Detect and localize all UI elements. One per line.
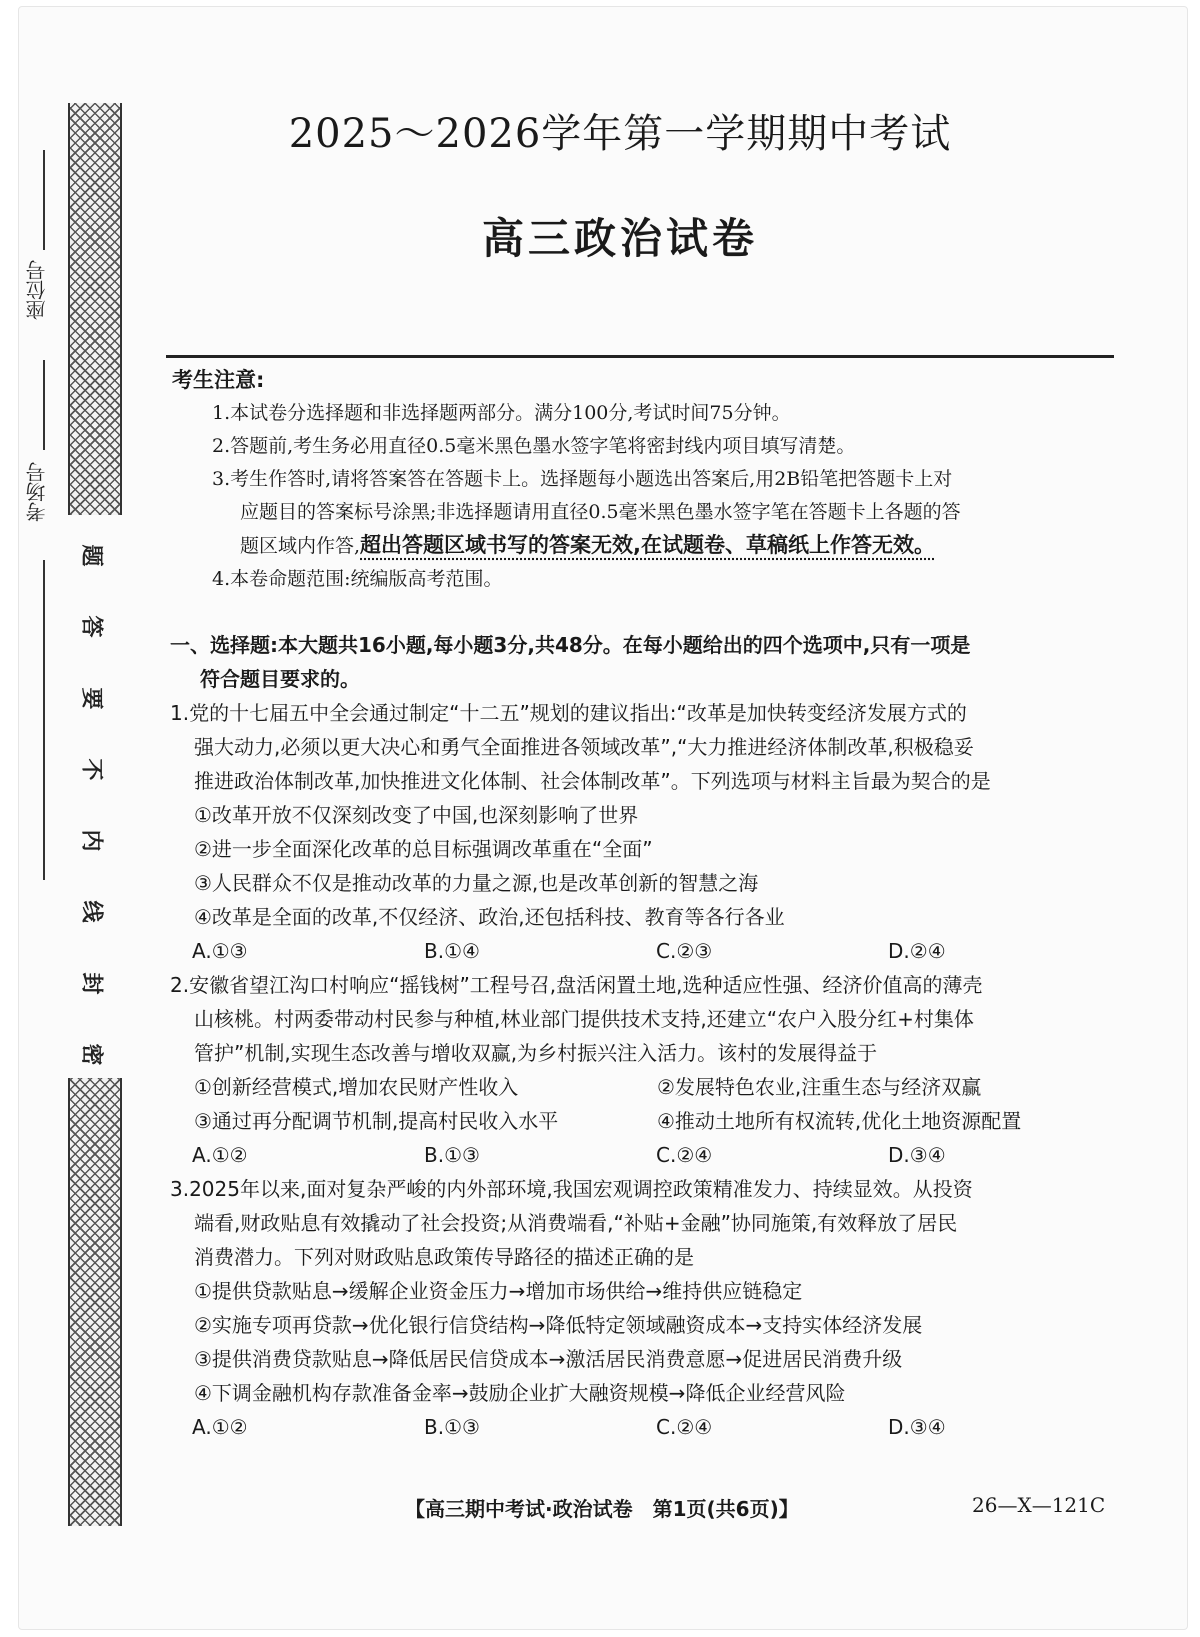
question-stem: 推进政治体制改革,加快推进文化体制、社会体制改革”。下列选项与材料主旨最为契合的是	[194, 769, 991, 793]
choice-d: D.②④	[888, 939, 946, 963]
statement-option: ②实施专项再贷款→优化银行信贷结构→降低特定领域融资成本→支持实体经济发展	[194, 1313, 923, 1337]
choice-c: C.②④	[656, 1143, 713, 1167]
statement-option: ②发展特色农业,注重生态与经济双赢	[657, 1075, 982, 1099]
statement-option: ①创新经营模式,增加农民财产性收入	[194, 1075, 519, 1099]
choice-a: A.①②	[192, 1415, 248, 1439]
notice-emphasis: 超出答题区域书写的答案无效,在试题卷、草稿纸上作答无效。	[360, 533, 936, 557]
seal-char: 要	[78, 687, 104, 710]
section-heading-line: 一、选择题:本大题共16小题,每小题3分,共48分。在每小题给出的四个选项中,只有一项是	[170, 633, 971, 657]
choice-b: B.①③	[424, 1143, 480, 1167]
binding-strip	[0, 0, 140, 1637]
choice-a: A.①③	[192, 939, 248, 963]
exam-room-line	[43, 360, 45, 450]
binding-pattern-top	[68, 103, 122, 515]
statement-option: ②进一步全面深化改革的总目标强调改革重在“全面”	[194, 837, 653, 861]
seal-char: 密	[78, 1043, 104, 1066]
seal-line-text	[78, 540, 108, 1070]
notice-item: 2.答题前,考生务必用直径0.5毫米黑色墨水签字笔将密封线内项目填写清楚。	[212, 435, 856, 457]
choice-b: B.①③	[424, 1415, 480, 1439]
notice-text: 题区域内作答,	[240, 535, 361, 557]
exam-room-label: 考场号	[25, 462, 49, 522]
paper-code: 26—X—121C	[972, 1493, 1106, 1517]
question-3	[170, 1172, 1120, 1444]
candidate-notice	[172, 364, 1122, 596]
question-2	[170, 968, 1120, 1172]
statement-option: ④改革是全面的改革,不仅经济、政治,还包括科技、教育等各行各业	[194, 905, 785, 929]
notice-item-continued: 应题目的答案标号涂黑;非选择题请用直径0.5毫米黑色墨水签字笔在答题卡上各题的答	[240, 501, 961, 523]
choice-d: D.③④	[888, 1415, 946, 1439]
title-divider	[166, 355, 1114, 358]
choice-a: A.①②	[192, 1143, 248, 1167]
binding-pattern-bottom	[68, 1078, 122, 1526]
questions-area	[170, 628, 1120, 1444]
answer-choices	[170, 1138, 1120, 1172]
statement-option: ③通过再分配调节机制,提高村民收入水平	[194, 1109, 559, 1133]
question-1	[170, 696, 1120, 968]
statement-option: ③提供消费贷款贴息→降低居民信贷成本→激活居民消费意愿→促进居民消费升级	[194, 1347, 903, 1371]
choice-b: B.①④	[424, 939, 480, 963]
question-stem: 3.2025年以来,面对复杂严峻的内外部环境,我国宏观调控政策精准发力、持续显效。从投资	[170, 1177, 973, 1201]
statement-option: ①改革开放不仅深刻改变了中国,也深刻影响了世界	[194, 803, 639, 827]
seal-char: 题	[78, 544, 104, 567]
seal-char: 内	[78, 829, 104, 852]
name-line	[43, 560, 45, 880]
statement-option: ①提供贷款贴息→缓解企业资金压力→增加市场供给→维持供应链稳定	[194, 1279, 803, 1303]
subject-title: 高三政治试卷	[481, 214, 758, 263]
question-stem: 管护”机制,实现生态改善与增收双赢,为乡村振兴注入活力。该村的发展得益于	[194, 1041, 878, 1065]
statement-options-row	[170, 1104, 1120, 1138]
notice-heading: 考生注意:	[172, 368, 265, 392]
notice-item: 1.本试卷分选择题和非选择题两部分。满分100分,考试时间75分钟。	[212, 402, 791, 424]
seal-char: 答	[78, 615, 104, 638]
seat-number-line	[43, 150, 45, 250]
choice-d: D.③④	[888, 1143, 946, 1167]
exam-title: 2025～2026学年第一学期期中考试	[288, 111, 952, 157]
seal-char: 不	[78, 758, 104, 781]
statement-option: ④推动土地所有权流转,优化土地资源配置	[657, 1109, 1022, 1133]
notice-item: 3.考生作答时,请将答案答在答题卡上。选择题每小题选出答案后,用2B铅笔把答题卡上对	[212, 468, 953, 490]
choice-c: C.②③	[656, 939, 713, 963]
notice-item: 4.本卷命题范围:统编版高考范围。	[212, 568, 503, 590]
question-stem: 消费潜力。下列对财政贴息政策传导路径的描述正确的是	[194, 1245, 694, 1269]
statement-option: ④下调金融机构存款准备金率→鼓励企业扩大融资规模→降低企业经营风险	[194, 1381, 846, 1405]
choice-c: C.②④	[656, 1415, 713, 1439]
seal-char: 封	[78, 972, 104, 995]
statement-options-row	[170, 1070, 1120, 1104]
question-stem: 2.安徽省望江沟口村响应“摇钱树”工程号召,盘活闲置土地,选种适应性强、经济价值高的薄壳	[170, 973, 983, 997]
statement-option: ③人民群众不仅是推动改革的力量之源,也是改革创新的智慧之海	[194, 871, 759, 895]
seat-number-label: 座位号	[25, 260, 49, 320]
page-footer-label: 【高三期中考试·政治试卷 第1页(共6页)】	[405, 1497, 799, 1521]
seal-char: 线	[78, 900, 104, 923]
question-stem: 端看,财政贴息有效撬动了社会投资;从消费端看,“补贴+金融”协同施策,有效释放了居民	[194, 1211, 958, 1235]
answer-choices	[170, 1410, 1120, 1444]
answer-choices	[170, 934, 1120, 968]
notice-item-continued	[172, 529, 1122, 563]
question-stem: 强大动力,必须以更大决心和勇气全面推进各领域改革”,“大力推进经济体制改革,积极稳妥	[194, 735, 974, 759]
section-heading-line: 符合题目要求的。	[200, 667, 360, 691]
question-stem: 山核桃。村两委带动村民参与种植,林业部门提供技术支持,还建立“农户入股分红+村集体	[194, 1007, 974, 1031]
section-heading	[170, 628, 1120, 696]
question-stem: 1.党的十七届五中全会通过制定“十二五”规划的建议指出:“改革是加快转变经济发展方式的	[170, 701, 967, 725]
